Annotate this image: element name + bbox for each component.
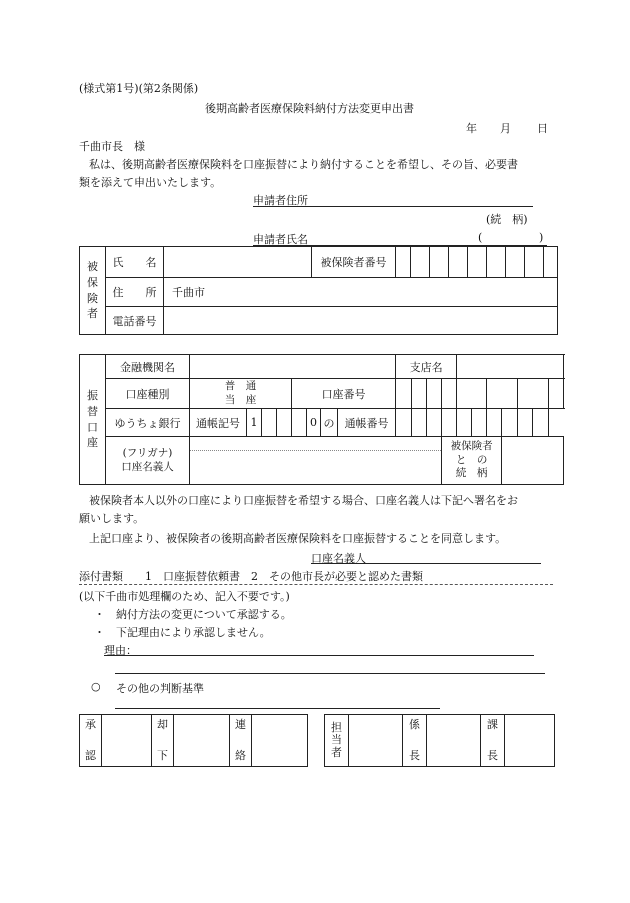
- yucho-label: ゆうちょ銀行: [106, 409, 190, 437]
- reject-item: 下記理由により承認しません。: [116, 626, 271, 639]
- account-digit[interactable]: [442, 379, 457, 409]
- intro-line-2: 類を添えて申出いたします。: [79, 176, 222, 189]
- number-digit[interactable]: [396, 247, 411, 278]
- passbook-number-label: 通帳番号: [338, 409, 396, 437]
- contact-stamp-box[interactable]: [252, 715, 308, 767]
- number-digit[interactable]: [544, 247, 558, 278]
- insured-phone-label: 電話番号: [106, 307, 164, 335]
- stamp-table-right: [324, 714, 555, 767]
- symbol-digit[interactable]: 1: [247, 409, 262, 437]
- date-month: 月: [500, 122, 511, 135]
- account-digit[interactable]: [457, 379, 487, 409]
- holder-sign-line[interactable]: [311, 563, 541, 564]
- no-char: の: [321, 409, 338, 437]
- insured-phone-field[interactable]: [164, 307, 558, 335]
- approve-item: 納付方法の変更について承認する。: [116, 608, 292, 621]
- passbook-digit[interactable]: [412, 409, 427, 437]
- account-type-options[interactable]: 普 通 当 座: [190, 379, 292, 409]
- passbook-digit[interactable]: [427, 409, 442, 437]
- holder-note-line-1: 被保険者本人以外の口座により口座振替を希望する場合、口座名義人は下記へ署名をお: [89, 494, 518, 507]
- kakaricho-stamp-label: 係 長: [403, 715, 427, 767]
- paren-close: ): [539, 231, 544, 244]
- passbook-digit[interactable]: [396, 409, 412, 437]
- reject-stamp-box[interactable]: [174, 715, 230, 767]
- passbook-digit[interactable]: [487, 409, 502, 437]
- account-number-label: 口座番号: [292, 379, 396, 409]
- number-digit[interactable]: [468, 247, 487, 278]
- number-digit[interactable]: [506, 247, 525, 278]
- paren-open: (: [478, 231, 483, 244]
- circle-icon: ○: [91, 680, 101, 693]
- insured-address-field[interactable]: 千曲市: [164, 278, 558, 307]
- date-year: 年: [466, 122, 477, 135]
- date-day: 日: [537, 122, 548, 135]
- form-title: 後期高齢者医療保険料納付方法変更申出書: [205, 102, 414, 115]
- bullet-icon: ・: [94, 626, 105, 639]
- kakaricho-stamp-box[interactable]: [427, 715, 481, 767]
- branch-label: 支店名: [396, 355, 457, 379]
- tanto-stamp-box[interactable]: [349, 715, 403, 767]
- insured-address-label: 住 所: [106, 278, 164, 307]
- form-number: (様式第1号)(第2条関係): [79, 82, 199, 95]
- account-table: [79, 354, 564, 485]
- number-digit[interactable]: [525, 247, 544, 278]
- symbol-box[interactable]: [277, 409, 292, 437]
- applicant-relation-label: (続 柄): [486, 213, 528, 226]
- insured-name-label: 氏 名: [106, 247, 164, 278]
- bullet-icon: ・: [94, 608, 105, 621]
- applicant-name-label: 申請者氏名: [253, 233, 308, 246]
- passbook-digit[interactable]: [442, 409, 457, 437]
- passbook-digit[interactable]: [457, 409, 472, 437]
- other-criteria-label: その他の判断基準: [116, 682, 204, 695]
- number-digit[interactable]: [487, 247, 506, 278]
- reason-label: 理由：: [104, 644, 137, 657]
- kacho-stamp-box[interactable]: [505, 715, 555, 767]
- holder-label: (フリガナ) 口座名義人: [106, 437, 190, 485]
- symbol-box[interactable]: [292, 409, 307, 437]
- bank-field[interactable]: [190, 355, 396, 379]
- passbook-digit[interactable]: [472, 409, 487, 437]
- passbook-digit[interactable]: [533, 409, 549, 437]
- account-digit[interactable]: [396, 379, 412, 409]
- account-digit[interactable]: [427, 379, 442, 409]
- approve-stamp-label: 承 認: [80, 715, 102, 767]
- account-digit[interactable]: [412, 379, 427, 409]
- insured-side-label: 被 保 険 者: [80, 247, 106, 335]
- passbook-digit[interactable]: [518, 409, 533, 437]
- cut-line: [79, 584, 553, 585]
- insured-table: [79, 246, 558, 335]
- account-digit[interactable]: [549, 379, 564, 409]
- office-note: (以下千曲市処理欄のため、記入不要です。): [79, 590, 290, 603]
- relation-label: 被保険者 と の 続 柄: [442, 437, 502, 485]
- intro-line-1: 私は、後期高齢者医療保険料を口座振替により納付することを希望し、その旨、必要書: [89, 158, 518, 171]
- symbol-box[interactable]: [262, 409, 277, 437]
- account-digit[interactable]: [518, 379, 549, 409]
- insured-number-label: 被保険者番号: [312, 247, 396, 278]
- number-digit[interactable]: [411, 247, 430, 278]
- passbook-digit[interactable]: [502, 409, 518, 437]
- account-digit[interactable]: [487, 379, 518, 409]
- addressee: 千曲市長 様: [79, 140, 145, 153]
- insured-name-field[interactable]: [164, 247, 312, 278]
- number-digit[interactable]: [430, 247, 449, 278]
- attachments-text: 添付書類 1 口座振替依頼書 2 その他市長が必要と認めた書類: [79, 570, 423, 583]
- stamp-table-left: [79, 714, 308, 767]
- holder-note-line-2: 願いします。: [79, 512, 145, 525]
- bank-label: 金融機関名: [106, 355, 190, 379]
- kacho-stamp-label: 課 長: [481, 715, 505, 767]
- account-type-label: 口座種別: [106, 379, 190, 409]
- reject-stamp-label: 却 下: [152, 715, 174, 767]
- number-digit[interactable]: [449, 247, 468, 278]
- contact-stamp-label: 連 絡: [230, 715, 252, 767]
- consent-text: 上記口座より、被保険者の後期高齢者医療保険料を口座振替することを同意します。: [89, 532, 507, 545]
- holder-field[interactable]: [190, 437, 442, 485]
- branch-field[interactable]: [457, 355, 564, 379]
- account-side-label: 振 替 口 座: [80, 355, 106, 485]
- zero-digit: 0: [307, 409, 321, 437]
- reason-line-1[interactable]: [104, 655, 534, 656]
- passbook-symbol-label: 通帳記号: [190, 409, 247, 437]
- holder-sign-label: 口座名義人: [311, 552, 366, 565]
- criteria-line[interactable]: [115, 708, 440, 709]
- approve-stamp-box[interactable]: [102, 715, 152, 767]
- tanto-stamp-label: 担 当 者: [325, 715, 349, 767]
- applicant-address-line: [253, 206, 533, 207]
- reason-line-2[interactable]: [115, 673, 545, 674]
- applicant-address-label: 申請者住所: [253, 194, 308, 207]
- relation-field[interactable]: [502, 437, 564, 485]
